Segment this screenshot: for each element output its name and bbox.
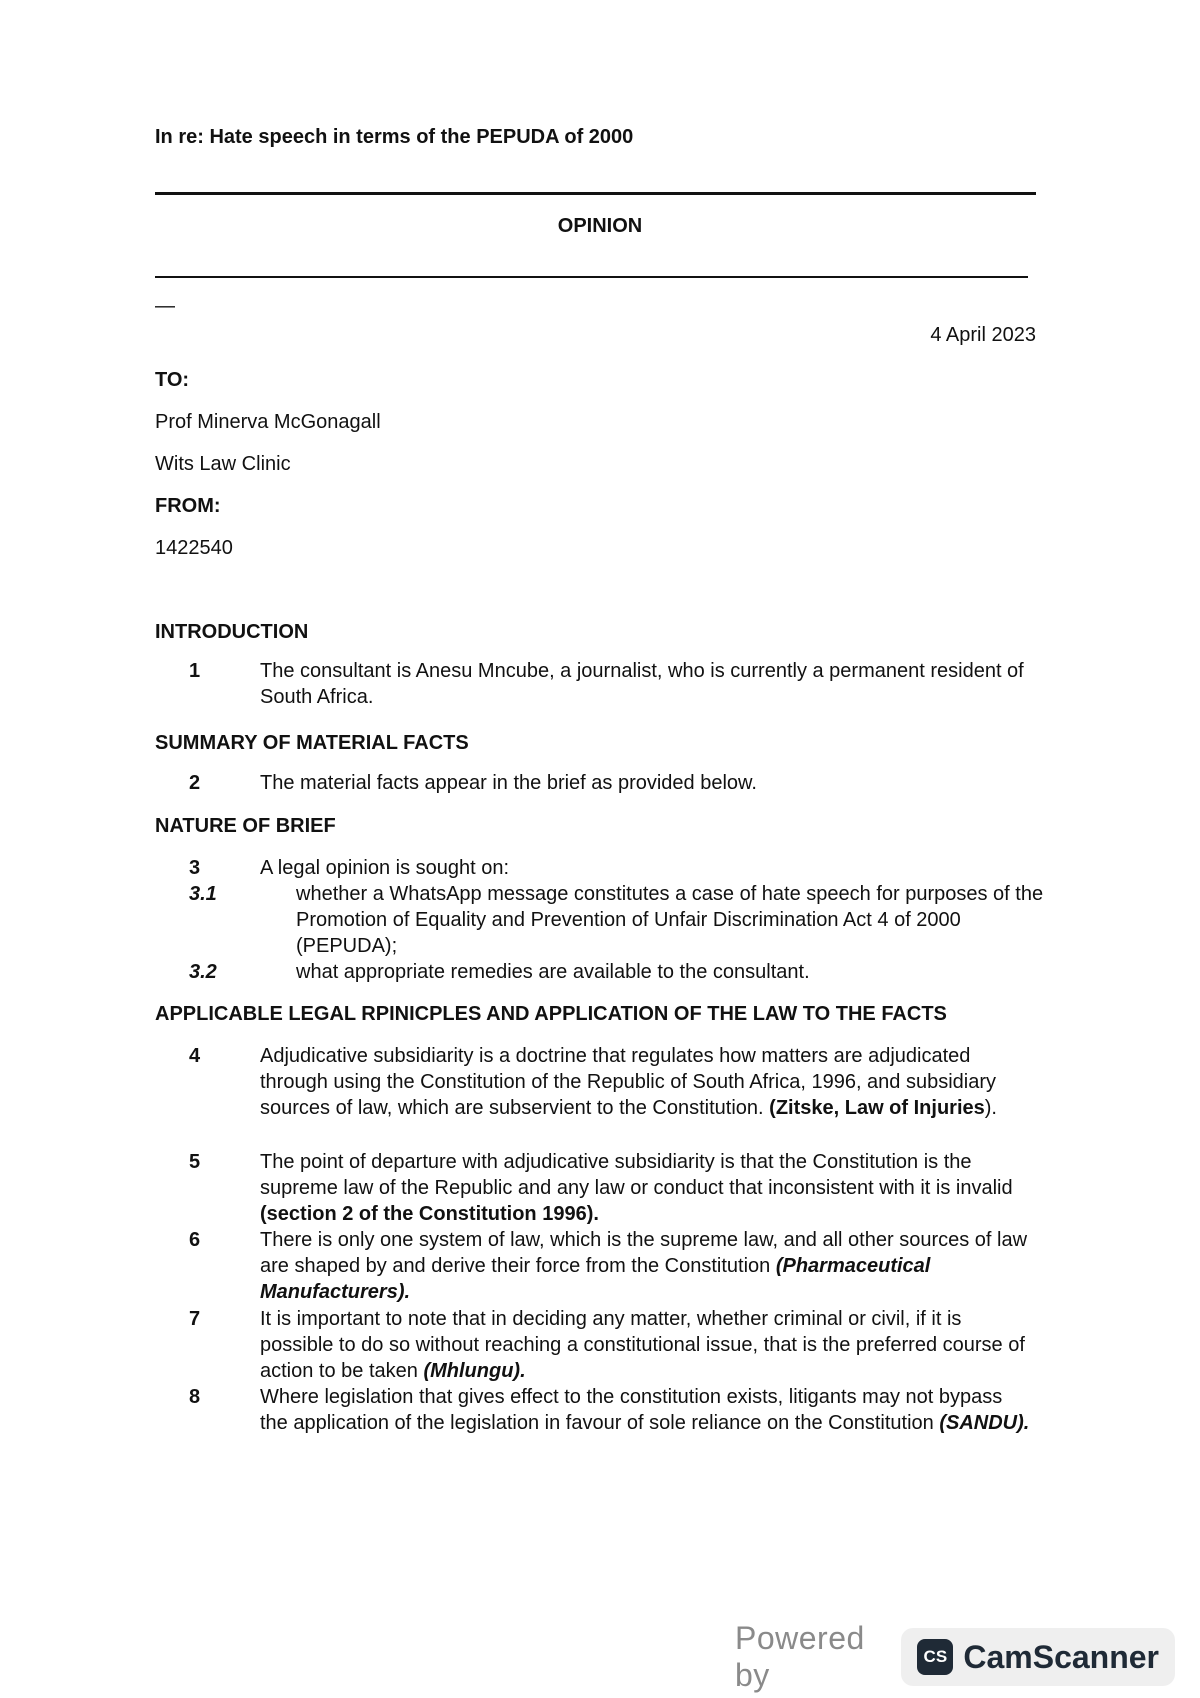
subparagraph-text: what appropriate remedies are available to the consultant.	[296, 961, 810, 983]
citation: (Mhlungu).	[423, 1360, 526, 1382]
subparagraph-number: 3.1	[189, 883, 217, 905]
paragraph-8	[155, 1384, 1035, 1436]
paragraph-2	[155, 770, 1035, 796]
heading-nature-of-brief: NATURE OF BRIEF	[155, 815, 336, 837]
paragraph-text	[260, 1149, 1035, 1227]
paragraph-text	[260, 1227, 1035, 1305]
paragraph-text: The consultant is Anesu Mncube, a journalist, who is currently a permanent resident of South Africa.	[260, 660, 1024, 708]
paragraph-number: 8	[189, 1386, 201, 1408]
document-date: 4 April 2023	[930, 324, 1036, 346]
paragraph-number: 2	[189, 772, 201, 794]
paragraph-3-2	[155, 959, 1035, 985]
to-label: TO:	[155, 369, 190, 391]
paragraph-3-1	[155, 881, 1055, 959]
heading-applicable-principles: APPLICABLE LEGAL RPINICPLES AND APPLICATION OF THE LAW TO THE FACTS	[155, 1003, 947, 1025]
re-line: In re: Hate speech in terms of the PEPUDA of 2000	[155, 126, 634, 148]
heading-summary: SUMMARY OF MATERIAL FACTS	[155, 732, 469, 754]
paragraph-number: 7	[189, 1308, 201, 1330]
paragraph-text	[260, 1043, 1035, 1121]
subparagraph-text: whether a WhatsApp message constitutes a case of hate speech for purposes of the Promotion of Equality and Prevention of Unfair Discrimination Act 4 of 2000 (PEPUDA);	[296, 883, 1044, 957]
citation: (SANDU).	[939, 1412, 1030, 1434]
paragraph-number: 6	[189, 1229, 201, 1251]
heading-introduction: INTRODUCTION	[155, 621, 309, 643]
paragraph-1	[155, 658, 1035, 710]
to-organisation: Wits Law Clinic	[155, 453, 291, 475]
paragraph-6	[155, 1227, 1035, 1305]
paragraph-body: The point of departure with adjudicative subsidiarity is that the Constitution is the supreme law of the Republic and any law or conduct that inconsistent with it is invalid	[260, 1151, 1013, 1199]
citation: (Zitske, Law of Injuries	[769, 1097, 985, 1119]
bottom-rule	[155, 276, 1028, 278]
paragraph-number: 1	[189, 660, 201, 682]
camscanner-brand-name: CamScanner	[963, 1638, 1159, 1675]
from-student-number: 1422540	[155, 537, 233, 559]
powered-by-text: Powered by	[735, 1620, 865, 1693]
paragraph-text: The material facts appear in the brief as provided below.	[260, 772, 757, 794]
citation: (Pharmaceutical Manufacturers).	[260, 1255, 931, 1303]
citation-tail: ).	[984, 1097, 997, 1119]
paragraph-body: It is important to note that in deciding any matter, whether criminal or civil, if it is possible to do so without reaching a constitutional issue, that is the preferred course of action to be taken	[260, 1308, 1025, 1382]
paragraph-5	[155, 1149, 1035, 1227]
subparagraph-number: 3.2	[189, 961, 217, 983]
paragraph-text: A legal opinion is sought on:	[260, 857, 510, 879]
paragraph-text	[260, 1306, 1035, 1384]
paragraph-number: 5	[189, 1151, 201, 1173]
top-rule	[155, 192, 1036, 195]
from-label: FROM:	[155, 495, 221, 517]
paragraph-body: There is only one system of law, which is the supreme law, and all other sources of law are shaped by and derive their force from the Constitution	[260, 1229, 1028, 1277]
paragraph-text	[260, 1384, 1035, 1436]
rule-dash: —	[155, 295, 175, 317]
camscanner-badge	[901, 1628, 1175, 1686]
paragraph-3	[155, 855, 1035, 881]
paragraph-body: Where legislation that gives effect to the constitution exists, litigants may not bypass the application of the legislation in favour of sole reliance on the Constitution	[260, 1386, 1003, 1434]
citation: (section 2 of the Constitution 1996).	[260, 1203, 599, 1225]
camscanner-logo-icon: CS	[917, 1639, 953, 1675]
camscanner-watermark	[735, 1620, 1175, 1693]
paragraph-number: 4	[189, 1045, 201, 1067]
paragraph-4	[155, 1043, 1035, 1121]
paragraph-number: 3	[189, 857, 201, 879]
paragraph-7	[155, 1306, 1035, 1384]
to-name: Prof Minerva McGonagall	[155, 411, 381, 433]
paragraph-body: Adjudicative subsidiarity is a doctrine that regulates how matters are adjudicated through using the Constitution of the Republic of South Africa, 1996, and subsidiary sources of law, which are subservient to the Constitution.	[260, 1045, 997, 1119]
document-title: OPINION	[557, 215, 643, 237]
